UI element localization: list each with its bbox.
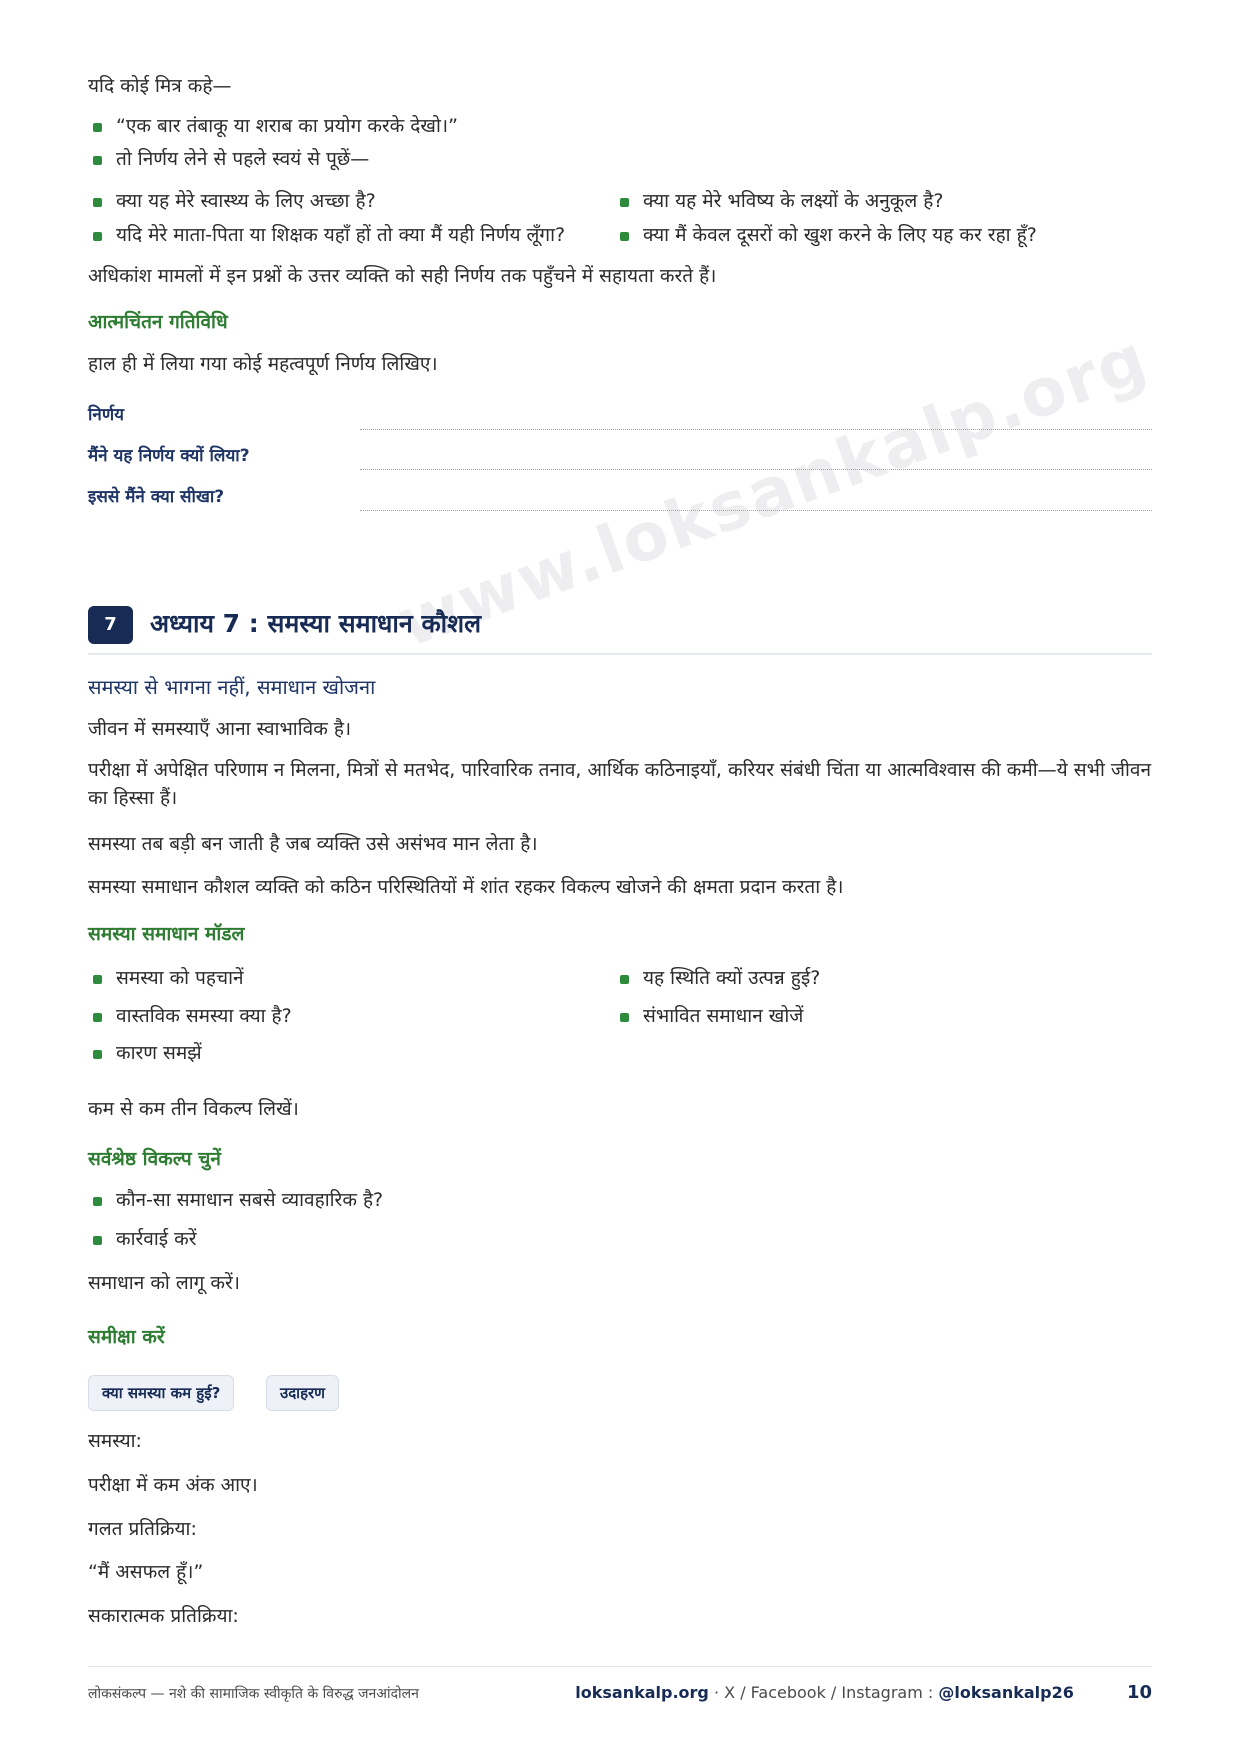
footer-site-link[interactable]: loksankalp.org bbox=[575, 1683, 709, 1702]
bullet-icon bbox=[93, 975, 102, 984]
paragraph: कम से कम तीन विकल्प लिखें। bbox=[88, 1098, 299, 1120]
footer-tagline: लोकसंकल्प — नशे की सामाजिक स्वीकृति के विरुद्ध जनआंदोलन bbox=[88, 1686, 419, 1702]
paragraph: “मैं असफल हूँ।” bbox=[88, 1561, 204, 1583]
write-line-decision bbox=[360, 429, 1152, 430]
question-item: क्या मैं केवल दूसरों को खुश करने के लिए यह कर रहा हूँ? bbox=[615, 221, 1037, 249]
paragraph: जीवन में समस्याएँ आना स्वाभाविक है। bbox=[88, 718, 352, 740]
bullet-icon bbox=[620, 198, 629, 207]
paragraph: समस्या समाधान कौशल व्यक्ति को कठिन परिस्थितियों में शांत रहकर विकल्प खोजने की क्षमता प्रदान करता है। bbox=[88, 876, 844, 898]
list-item: वास्तविक समस्या क्या है? bbox=[88, 1002, 292, 1030]
paragraph: समस्या तब बड़ी बन जाती है जब व्यक्ति उसे असंभव मान लेता है। bbox=[88, 833, 538, 855]
bullet-icon bbox=[620, 232, 629, 241]
paragraph: परीक्षा में कम अंक आए। bbox=[88, 1474, 258, 1496]
page-number: 10 bbox=[1126, 1682, 1152, 1703]
chapter-subtitle: समस्या से भागना नहीं, समाधान खोजना bbox=[88, 675, 376, 699]
review-heading: समीक्षा करें bbox=[88, 1326, 165, 1348]
field-label-learned: इससे मैंने क्या सीखा? bbox=[88, 487, 225, 507]
footer-social: X / Facebook / Instagram : bbox=[724, 1683, 934, 1702]
tag-chip: क्या समस्या कम हुई? bbox=[88, 1375, 234, 1411]
list-item: संभावित समाधान खोजें bbox=[615, 1002, 803, 1030]
list-item: तो निर्णय लेने से पहले स्वयं से पूछें— bbox=[88, 145, 369, 173]
list-item: कौन-सा समाधान सबसे व्यावहारिक है? bbox=[88, 1186, 383, 1214]
model-heading: समस्या समाधान मॉडल bbox=[88, 923, 245, 945]
bullet-icon bbox=[93, 198, 102, 207]
tag-chip: उदाहरण bbox=[266, 1375, 339, 1411]
bullet-icon bbox=[93, 123, 102, 132]
paragraph: गलत प्रतिक्रिया: bbox=[88, 1518, 197, 1540]
best-option-heading: सर्वश्रेष्ठ विकल्प चुनें bbox=[88, 1148, 221, 1170]
paragraph: सकारात्मक प्रतिक्रिया: bbox=[88, 1605, 239, 1627]
document-page bbox=[88, 0, 1158, 1755]
paragraph: समाधान को लागू करें। bbox=[88, 1272, 240, 1294]
bullet-icon bbox=[93, 1197, 102, 1206]
reflection-heading: आत्मचिंतन गतिविधि bbox=[88, 311, 228, 333]
intro-line: यदि कोई मित्र कहे— bbox=[88, 75, 232, 97]
reflection-prompt: हाल ही में लिया गया कोई महत्वपूर्ण निर्णय लिखिए। bbox=[88, 353, 438, 375]
summary-text: अधिकांश मामलों में इन प्रश्नों के उत्तर व्यक्ति को सही निर्णय तक पहुँचने में सहायता करते हैं। bbox=[88, 265, 717, 287]
bullet-icon bbox=[93, 1236, 102, 1245]
field-label-decision: निर्णय bbox=[88, 405, 124, 425]
footer-divider bbox=[88, 1666, 1152, 1667]
bullet-icon bbox=[93, 156, 102, 165]
write-line-learned bbox=[360, 510, 1152, 511]
field-label-why: मैंने यह निर्णय क्यों लिया? bbox=[88, 446, 250, 466]
bullet-icon bbox=[93, 1013, 102, 1022]
bullet-icon bbox=[620, 1013, 629, 1022]
chapter-title: अध्याय 7 : समस्या समाधान कौशल bbox=[150, 609, 482, 638]
footer-info bbox=[575, 1681, 1152, 1705]
list-item: समस्या को पहचानें bbox=[88, 964, 244, 992]
question-item: क्या यह मेरे भविष्य के लक्ष्यों के अनुकूल है? bbox=[615, 187, 943, 215]
bullet-icon bbox=[93, 232, 102, 241]
list-item: यह स्थिति क्यों उत्पन्न हुई? bbox=[615, 964, 820, 992]
list-item: कारण समझें bbox=[88, 1039, 202, 1067]
list-item: “एक बार तंबाकू या शराब का प्रयोग करके देखो।” bbox=[88, 112, 458, 140]
bullet-icon bbox=[93, 1050, 102, 1059]
separator: · bbox=[713, 1683, 725, 1702]
question-item: यदि मेरे माता-पिता या शिक्षक यहाँ हों तो क्या मैं यही निर्णय लूँगा? bbox=[88, 221, 565, 249]
chapter-number-badge: 7 bbox=[88, 606, 133, 644]
paragraph: समस्या: bbox=[88, 1430, 142, 1452]
divider bbox=[88, 653, 1152, 655]
list-item: कार्रवाई करें bbox=[88, 1225, 197, 1253]
bullet-icon bbox=[620, 975, 629, 984]
question-item: क्या यह मेरे स्वास्थ्य के लिए अच्छा है? bbox=[88, 187, 376, 215]
footer-handle[interactable]: @loksankalp26 bbox=[938, 1683, 1074, 1702]
paragraph: परीक्षा में अपेक्षित परिणाम न मिलना, मित्रों से मतभेद, पारिवारिक तनाव, आर्थिक कठिनाइयाँ, करियर संबंधी चिंता या आत्मविश्वास की कमी—ये सभी जीवन का हिस्सा हैं। bbox=[88, 759, 1152, 809]
watermark: www.loksankalp.org bbox=[388, 319, 1158, 663]
write-line-why bbox=[360, 469, 1152, 470]
